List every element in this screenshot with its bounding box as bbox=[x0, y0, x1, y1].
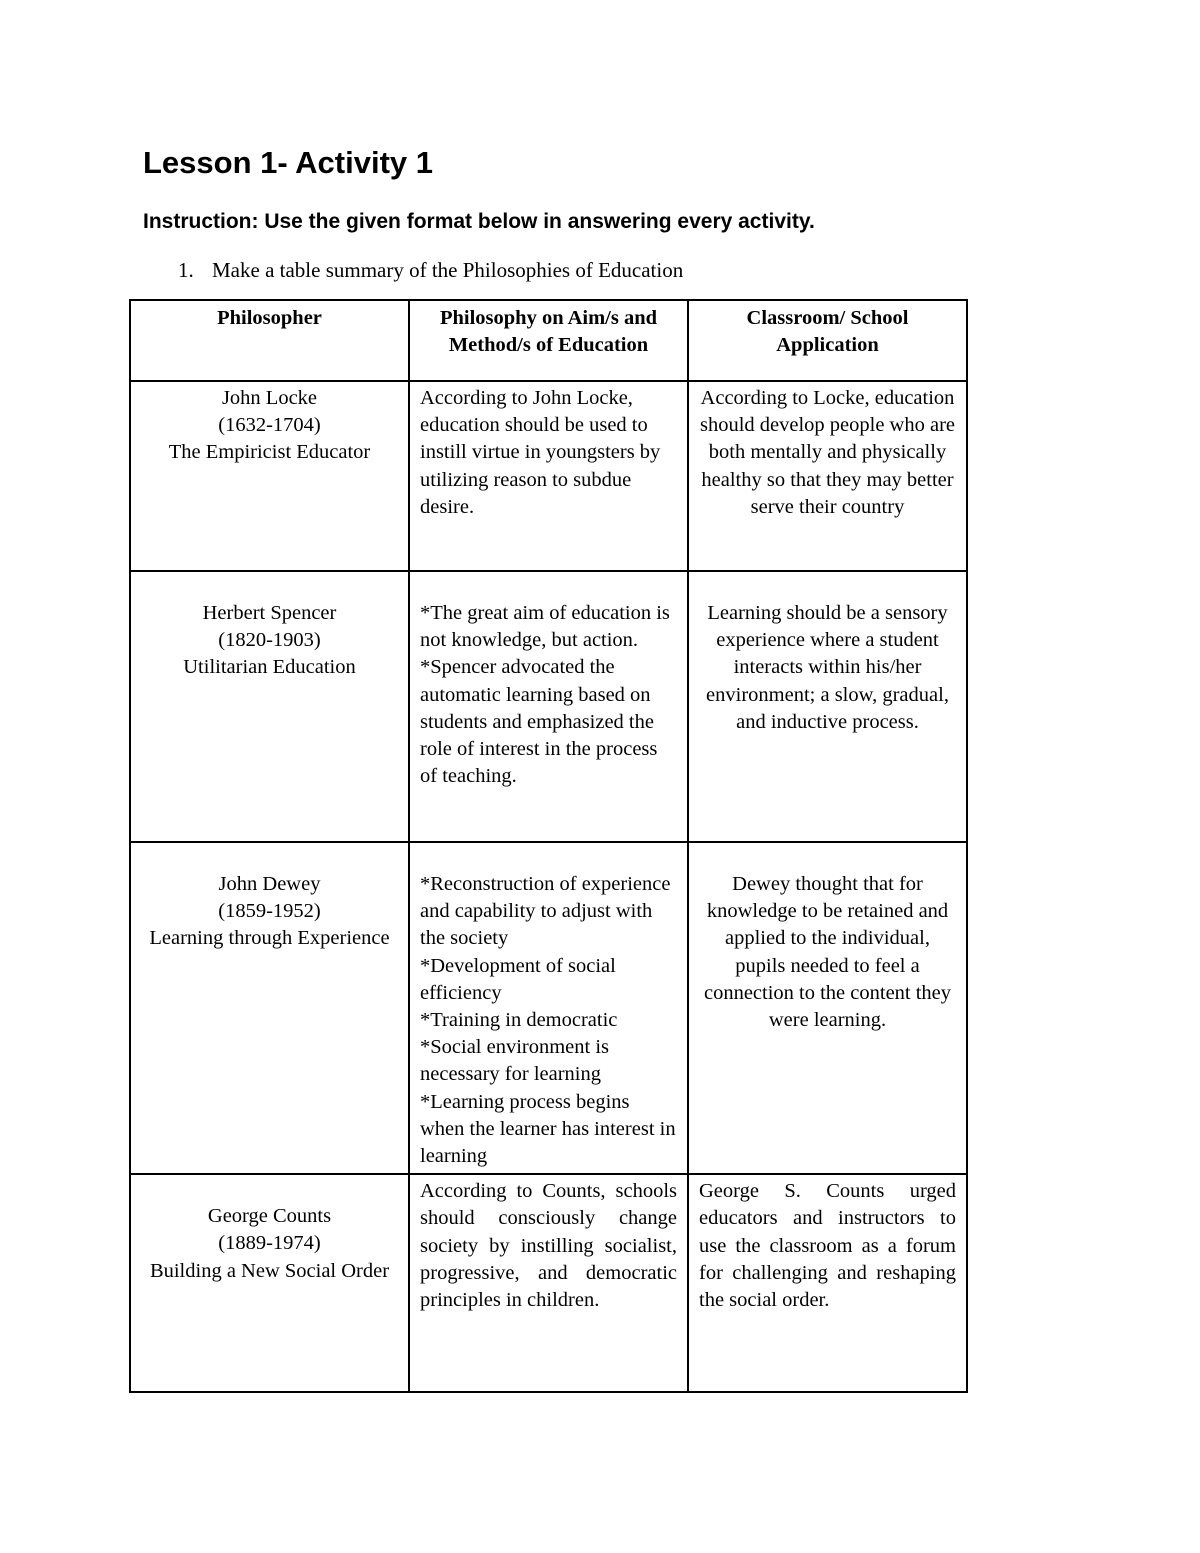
philosophy-text: According to John Locke, education should be used to instill virtue in youngsters by utilizing reason to subdue desire. bbox=[420, 387, 661, 518]
header-application: Classroom/ School Application bbox=[688, 300, 967, 381]
philosopher-name: Herbert Spencer bbox=[202, 602, 337, 624]
application-cell: Dewey thought that for knowledge to be retained and applied to the individual, pupils needed to feel a connection to the content they were learning. bbox=[688, 842, 967, 1174]
philosopher-name: John Locke bbox=[221, 387, 318, 409]
philosophy-cell bbox=[409, 1174, 688, 1392]
table-row bbox=[130, 571, 967, 842]
philosophies-table bbox=[129, 299, 968, 1393]
application-cell: George S. Counts urged educators and instructors to use the classroom as a forum for challenging and reshaping the social order. bbox=[688, 1174, 967, 1392]
philosophy-text: *Development of social efficiency bbox=[420, 954, 616, 1004]
philosopher-school: Utilitarian Education bbox=[183, 656, 356, 679]
philosophy-text: *Social environment is necessary for learning bbox=[420, 1036, 610, 1086]
page-title: Lesson 1- Activity 1 bbox=[143, 145, 434, 180]
header-philosophy: Philosophy on Aim/s and Method/s of Education bbox=[409, 300, 688, 381]
application-cell: According to Locke, education should develop people who are both mentally and physically healthy so that they may better serve their country bbox=[688, 381, 967, 571]
philosophy-cell bbox=[409, 571, 688, 842]
philosopher-years: (1889-1974) bbox=[218, 1232, 321, 1255]
philosopher-years: (1632-1704) bbox=[218, 414, 321, 437]
philosopher-cell bbox=[130, 381, 409, 571]
list-item bbox=[178, 256, 683, 284]
philosopher-name: John Dewey bbox=[218, 873, 321, 895]
table-header-row bbox=[130, 300, 967, 381]
philosopher-cell bbox=[130, 842, 409, 1174]
philosopher-years: (1820-1903) bbox=[218, 629, 321, 652]
philosophy-text: According to Counts, schools should consciously change society by instilling socialist, progressive, and democratic principles in children. bbox=[420, 1180, 677, 1312]
table-row bbox=[130, 842, 967, 1174]
list-text: Make a table summary of the Philosophies of Education bbox=[212, 258, 684, 282]
philosopher-cell bbox=[130, 571, 409, 842]
philosophy-cell bbox=[409, 842, 688, 1174]
philosophy-text: *Training in democratic bbox=[420, 1009, 618, 1032]
philosopher-years: (1859-1952) bbox=[218, 900, 321, 923]
philosophy-text: *Spencer advocated the automatic learning based on students and emphasized the role of interest in the process of teaching. bbox=[420, 656, 658, 788]
philosopher-school: The Empiricist Educator bbox=[168, 441, 371, 464]
philosopher-cell bbox=[130, 1174, 409, 1392]
philosopher-school: Learning through Experience bbox=[149, 927, 390, 950]
header-philosopher: Philosopher bbox=[130, 300, 409, 381]
philosophy-cell bbox=[409, 381, 688, 571]
application-cell: Learning should be a sensory experience where a student interacts within his/her environment; a slow, gradual, and inductive process. bbox=[688, 571, 967, 842]
philosophy-text: *Reconstruction of experience and capability to adjust with the society bbox=[420, 873, 671, 950]
instruction-text: Instruction: Use the given format below in answering every activity. bbox=[143, 210, 815, 233]
table-row bbox=[130, 381, 967, 571]
list-number: 1. bbox=[178, 258, 194, 282]
table-row bbox=[130, 1174, 967, 1392]
philosopher-school: Building a New Social Order bbox=[149, 1259, 390, 1282]
philosopher-name: George Counts bbox=[207, 1205, 332, 1228]
philosophy-text: *The great aim of education is not knowledge, but action. bbox=[420, 602, 670, 652]
philosophy-text: *Learning process begins when the learner has interest in learning bbox=[420, 1090, 676, 1168]
